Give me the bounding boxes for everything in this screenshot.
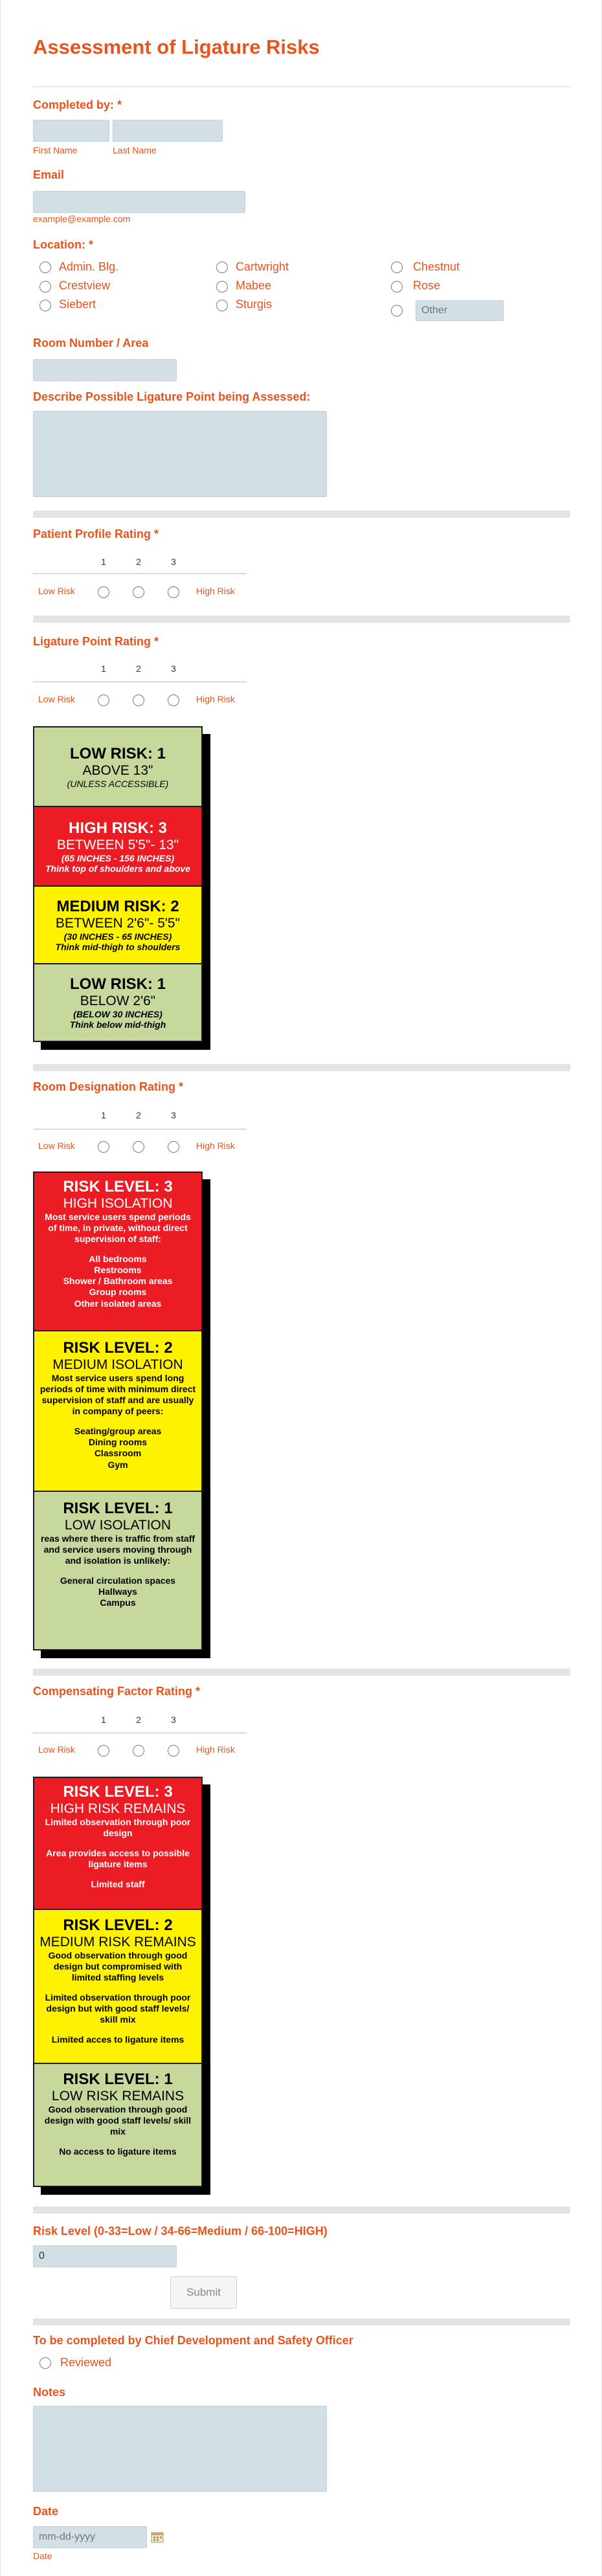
rating-number: 1: [101, 663, 106, 674]
section-divider: [33, 2318, 570, 2326]
officer-section-label: To be completed by Chief Development and Safety Officer: [33, 2334, 353, 2347]
email-label: Email: [33, 168, 65, 181]
comp-rating-1[interactable]: [98, 1745, 109, 1757]
section-divider: [33, 616, 570, 623]
band-item: Limited acces to ligature items: [51, 2034, 184, 2045]
low-risk-label: Low Risk: [38, 1744, 75, 1755]
rating-number: 1: [101, 1715, 106, 1725]
section-divider: [33, 1064, 570, 1071]
rating-number: 3: [171, 1110, 176, 1120]
rating-number: 1: [101, 557, 106, 567]
location-option-label: Siebert: [59, 298, 96, 311]
location-radio-other[interactable]: [391, 305, 403, 316]
comp-rating-3[interactable]: [168, 1745, 179, 1757]
room-rating-2[interactable]: [133, 1141, 144, 1153]
medium-risk-remains-band: [34, 1910, 201, 2064]
band-heading: RISK LEVEL: 2: [63, 1339, 173, 1357]
band-item: Seating/group areas: [74, 1426, 162, 1437]
rating-divider: [33, 573, 247, 574]
band-item: Hallways: [98, 1586, 137, 1597]
high-risk-label: High Risk: [196, 1140, 235, 1151]
calendar-icon[interactable]: [151, 2531, 164, 2543]
rating-number: 3: [171, 663, 176, 674]
band-item: Area provides access to possible ligature items: [46, 1848, 190, 1870]
medium-isolation-band: [34, 1331, 201, 1492]
band-heading: LOW RISK: 1: [70, 975, 166, 993]
band-item: All bedrooms: [89, 1254, 147, 1265]
band-item: Limited observation through poor design but with good staff levels/ skill mix: [45, 1992, 191, 2025]
ligature-rating-1[interactable]: [98, 694, 109, 706]
band-heading: RISK LEVEL: 3: [63, 1178, 173, 1195]
location-radio-siebert[interactable]: [39, 300, 51, 311]
email-caption: example@example.com: [33, 214, 131, 224]
band-heading: RISK LEVEL: 2: [63, 1916, 173, 1934]
completed-by-label: Completed by: *: [33, 98, 122, 111]
band-heading: MEDIUM RISK: 2: [56, 898, 179, 915]
comp-rating-2[interactable]: [133, 1745, 144, 1757]
risk-level-label: Risk Level (0-33=Low / 34-66=Medium / 66-100=HIGH): [33, 2225, 328, 2237]
rating-number: 2: [136, 557, 141, 567]
band-subheading: LOW RISK REMAINS: [51, 2089, 184, 2104]
band-subheading: ABOVE 13": [82, 762, 153, 778]
high-risk-label: High Risk: [196, 586, 235, 596]
band-item: Restrooms: [94, 1265, 142, 1276]
band-item: Classroom: [94, 1448, 142, 1459]
low-risk-label: Low Risk: [38, 586, 75, 596]
medium-risk-band: [34, 887, 201, 964]
section-divider: [33, 511, 570, 518]
rating-number: 2: [136, 663, 141, 674]
band-note: Think below mid-thigh: [69, 1019, 166, 1030]
band-note: (30 INCHES - 65 INCHES): [63, 931, 172, 942]
reviewed-label: Reviewed: [60, 2356, 112, 2369]
reviewed-radio[interactable]: [39, 2357, 51, 2369]
date-caption: Date: [33, 2551, 52, 2561]
last-name-caption: Last Name: [113, 145, 157, 155]
high-risk-label: High Risk: [196, 1744, 235, 1755]
form-title: Assessment of Ligature Risks: [33, 36, 320, 58]
band-heading: RISK LEVEL: 3: [63, 1783, 173, 1801]
band-item: Limited observation through poor design: [45, 1817, 191, 1839]
compensating-factor-label: Compensating Factor Rating *: [33, 1685, 201, 1698]
ligature-point-label: Ligature Point Rating *: [33, 635, 159, 648]
location-option-label: Admin. Blg.: [59, 260, 119, 273]
rating-number: 2: [136, 1110, 141, 1120]
patient-rating-1[interactable]: [98, 586, 109, 598]
band-subheading: HIGH RISK REMAINS: [50, 1801, 186, 1816]
band-description: reas where there is traffic from staff and service users moving through and isolation is unlikely:: [40, 1533, 195, 1566]
location-label: Location: *: [33, 238, 94, 251]
room-number-input[interactable]: [33, 359, 177, 381]
rating-number: 3: [171, 1715, 176, 1725]
last-name-input[interactable]: [113, 120, 223, 142]
band-item: Shower / Bathroom areas: [63, 1276, 173, 1287]
room-designation-label: Room Designation Rating *: [33, 1080, 184, 1093]
high-risk-band: [34, 807, 201, 887]
band-subheading: LOW ISOLATION: [64, 1518, 172, 1533]
band-note: Think top of shoulders and above: [45, 863, 190, 874]
band-heading: HIGH RISK: 3: [68, 819, 167, 837]
band-item: Campus: [100, 1597, 136, 1608]
patient-rating-3[interactable]: [168, 586, 179, 598]
low-risk-label: Low Risk: [38, 694, 75, 704]
describe-textarea[interactable]: [33, 411, 327, 497]
band-item: No access to ligature items: [59, 2146, 177, 2157]
location-other-input[interactable]: [416, 300, 504, 321]
high-risk-remains-band: [34, 1778, 201, 1910]
low-risk-below-band: [34, 964, 201, 1041]
email-input[interactable]: [33, 191, 245, 213]
location-radio-chestnut[interactable]: [391, 261, 403, 273]
band-subheading: MEDIUM ISOLATION: [52, 1357, 183, 1372]
submit-button[interactable]: Submit: [170, 2276, 237, 2309]
date-label: Date: [33, 2505, 59, 2518]
band-subheading: BELOW 2'6": [80, 994, 156, 1008]
room-rating-3[interactable]: [168, 1141, 179, 1153]
band-item: Gym: [107, 1459, 128, 1470]
first-name-input[interactable]: [33, 120, 109, 142]
section-divider: [33, 2206, 570, 2214]
high-isolation-band: [34, 1173, 201, 1331]
location-option-label: Mabee: [236, 279, 272, 292]
rating-number: 2: [136, 1715, 141, 1725]
location-option-label: Crestview: [59, 279, 111, 292]
compensating-factor-chart: [33, 1777, 203, 2187]
describe-label: Describe Possible Ligature Point being Assessed:: [33, 390, 311, 403]
low-risk-remains-band: [34, 2064, 201, 2186]
low-risk-above-band: [34, 727, 201, 807]
band-subheading: BETWEEN 5'5"- 13": [56, 837, 179, 852]
rating-number: 1: [101, 1110, 106, 1120]
location-radio-cartwright[interactable]: [216, 261, 228, 273]
patient-profile-label: Patient Profile Rating *: [33, 527, 159, 540]
band-subheading: MEDIUM RISK REMAINS: [39, 1935, 196, 1949]
location-radio-admin[interactable]: [39, 261, 51, 273]
band-item: Group rooms: [89, 1287, 147, 1298]
band-note: (65 INCHES - 156 INCHES): [61, 852, 175, 863]
room-number-label: Room Number / Area: [33, 337, 149, 350]
location-option-label: Cartwright: [236, 260, 289, 273]
notes-textarea[interactable]: [33, 2406, 327, 2492]
location-option-label: Chestnut: [413, 260, 460, 273]
band-item: General circulation spaces: [60, 1575, 176, 1586]
low-risk-label: Low Risk: [38, 1140, 75, 1151]
ligature-height-chart: [33, 726, 203, 1042]
location-option-label: Sturgis: [236, 298, 273, 311]
band-item: Dining rooms: [88, 1437, 148, 1448]
location-radio-rose[interactable]: [391, 281, 403, 293]
band-heading: LOW RISK: 1: [70, 744, 166, 762]
ligature-rating-3[interactable]: [168, 694, 179, 706]
band-heading: RISK LEVEL: 1: [63, 2071, 173, 2088]
location-radio-crestview[interactable]: [39, 281, 51, 293]
band-note: (BELOW 30 INCHES): [73, 1009, 162, 1019]
room-isolation-chart: [33, 1171, 203, 1650]
room-rating-1[interactable]: [98, 1141, 109, 1153]
band-note: (UNLESS ACCESSIBLE): [67, 778, 169, 789]
location-option-label: Rose: [413, 279, 441, 292]
ligature-rating-2[interactable]: [133, 694, 144, 706]
risk-level-input[interactable]: [33, 2245, 177, 2267]
band-item: Other isolated areas: [74, 1298, 162, 1309]
band-subheading: BETWEEN 2'6"- 5'5": [55, 916, 181, 931]
band-description: Most service users spend long periods of time with minimum direct supervision of staff and are usually in company of peers:: [39, 1373, 196, 1417]
date-input[interactable]: [33, 2526, 147, 2548]
location-radio-sturgis[interactable]: [216, 300, 228, 311]
location-radio-mabee[interactable]: [216, 281, 228, 293]
low-isolation-band: [34, 1492, 201, 1649]
band-item: Good observation through good design with good staff levels/ skill mix: [44, 2104, 192, 2137]
band-heading: RISK LEVEL: 1: [63, 1500, 173, 1517]
divider: [33, 86, 570, 87]
notes-label: Notes: [33, 2386, 66, 2399]
band-subheading: HIGH ISOLATION: [63, 1196, 173, 1211]
band-item: Good observation through good design but compromised with limited staffing levels: [48, 1950, 188, 1983]
band-note: Think mid-thigh to shoulders: [55, 942, 181, 952]
band-item: Limited staff: [91, 1879, 145, 1890]
rating-number: 3: [171, 557, 176, 567]
section-divider: [33, 1669, 570, 1676]
high-risk-label: High Risk: [196, 694, 235, 704]
patient-rating-2[interactable]: [133, 586, 144, 598]
first-name-caption: First Name: [33, 145, 78, 155]
band-description: Most service users spend periods of time, in private, without direct supervision of staff:: [45, 1212, 191, 1245]
